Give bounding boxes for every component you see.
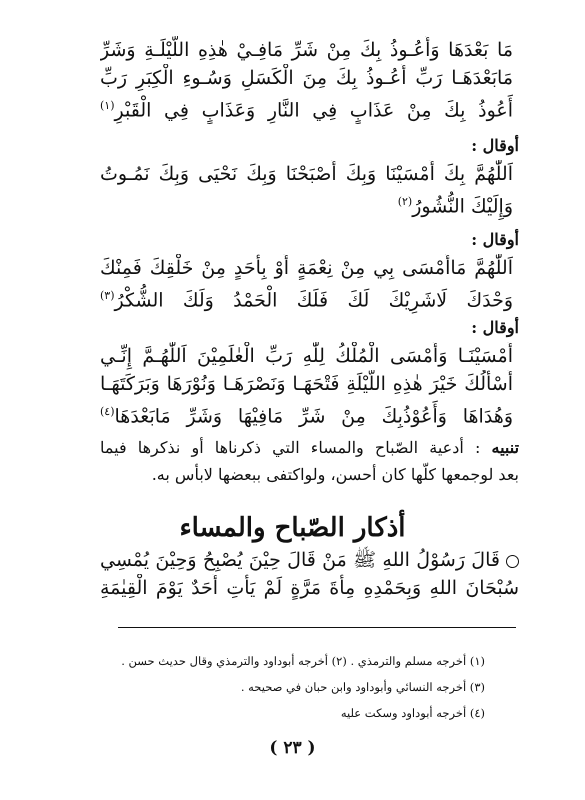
text-line: سُبْحَانَ اللهِ وَبِحَمْدِهِ مِأَةَ مَرَّةٍ لَمْ يَأْتِ أَحَدٌ يَوْمَ الْقِيٰمَةِ <box>100 577 519 599</box>
text-line-content: أَعُوذُ بِكَ مِنْ عَذَابٍ فِي النَّارِ وَعَذَابٍ فِي الْقَبْرِ <box>114 99 513 122</box>
supplication-1 <box>100 160 513 220</box>
text-line: أَسْأَلُكَ خَيْرَ هٰذِهِ اللَّيْلَةِ فَتْحَهَـا وَنَصْرَهَـا وَنُوْرَهَا وَبَرَكَتَهَـا <box>100 373 513 395</box>
note-paragraph <box>100 434 519 488</box>
footnote-reference: (٤) <box>100 405 115 418</box>
note-keyword: تنبيه <box>491 438 520 457</box>
text-line <box>100 92 513 124</box>
text-line <box>100 188 513 220</box>
footnotes <box>120 648 485 726</box>
text-line-content: وَإِلَيْكَ النُّشُورُ <box>412 195 513 218</box>
footnote: (٣) أخرجه النسائي وأبوداود وابن حبان في صحيحه . <box>240 680 485 694</box>
footnote-reference: (٣) <box>100 289 115 302</box>
note-text: : أدعية الصّباح والمساء التي ذكرناها أو نذكرها فيما <box>100 438 481 457</box>
circle-bullet-icon <box>506 555 519 568</box>
supplication-3 <box>100 342 513 430</box>
footnote-divider <box>118 627 516 628</box>
footnote: (١) أخرجه مسلم والترمذي . (٢) أخرجه أبوداود والترمذي وقال حديث حسن . <box>121 654 485 668</box>
section-heading: أذكار الصّباح والمساء <box>179 513 406 543</box>
hadith-paragraph <box>100 546 519 602</box>
opening-paragraph <box>100 36 513 124</box>
footnote: (٤) أخرجه أبوداود وسكت عليه <box>340 706 485 720</box>
text-line <box>100 398 513 430</box>
page-number: ( ٢٣ ) <box>269 738 316 758</box>
text-line-content: وَهُدَاهَا وَأَعُوْذُبِكَ مِنْ شَرِّ مَافِيْهَا وَشَرِّ مَابَعْدَهَا <box>114 405 513 428</box>
text-line-content: وَحْدَكَ لَاشَرِيْكَ لَكَ فَلَكَ الْحَمْدُ وَلَكَ الشُّكْرُ <box>114 289 513 312</box>
text-line-content: قَالَ رَسُوْلُ اللهِ ﷺ مَنْ قَالَ حِيْنَ يُصْبِحُ وَحِيْنَ يُمْسِي <box>100 549 500 571</box>
section-label: أوقال : <box>471 230 519 249</box>
text-line <box>100 546 519 574</box>
note-line <box>100 434 519 461</box>
section-label: أوقال : <box>471 136 519 155</box>
text-line: اَللّٰهُمَّ بِكَ أَمْسَيْنَا وَبِكَ أَصْبَحْنَا وَبِكَ نَحْيَى وَبِكَ نَمُـوتُ <box>100 163 513 185</box>
text-line: اَللّٰهُمَّ مَاأَمْسَى بِي مِنْ نِعْمَةٍ أَوْ بِأَحَدٍ مِنْ خَلْقِكَ فَمِنْكَ <box>100 257 513 279</box>
footnote-reference: (١) <box>100 99 115 112</box>
text-line <box>100 282 513 314</box>
footnote-reference: (٢) <box>397 195 413 208</box>
text-line: أَمْسَيْنَـا وَأَمْسَى الْمُلْكُ لِلّٰهِ رَبِّ الْعٰلَمِيْنَ اَللّٰهُـمَّ إِنِّـي <box>100 345 513 367</box>
text-line: مَا بَعْدَهَا وَأَعُـوذُ بِكَ مِنْ شَرِّ مَافِـيْ هٰذِهِ اللَّيْلَـةِ وَشَرِّ <box>100 39 513 61</box>
supplication-2 <box>100 254 513 314</box>
section-label: أوقال : <box>471 318 519 337</box>
text-line: مَابَعْدَهَـا رَبِّ أَعُـوذُ بِكَ مِنَ الْكَسَلِ وَسُـوءِ الْكِبَرِ رَبِّ <box>100 67 513 89</box>
note-line: بعد لوجمعها كلّها كان أحسن، ولواكتفى ببعضها لابأس به. <box>151 465 519 484</box>
